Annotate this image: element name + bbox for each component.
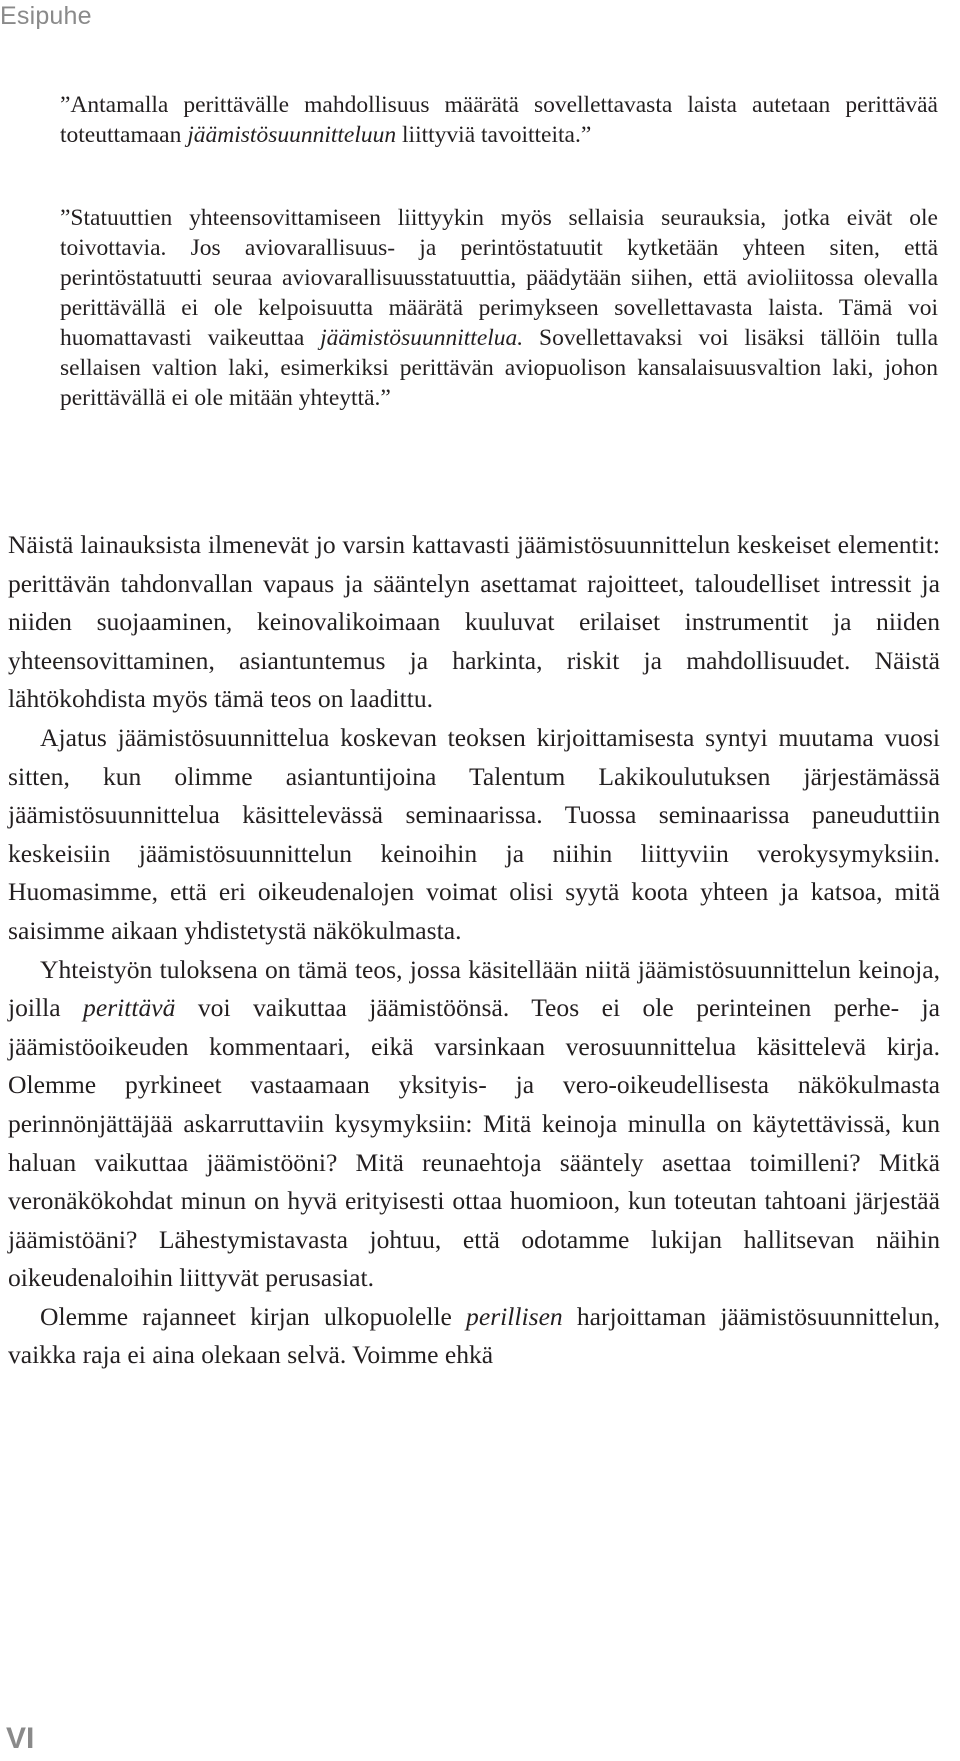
- paragraph-text: harjoittaman jäämistösuunnittelun, vaikka raja ei aina olekaan selvä. Voimme ehkä: [8, 1301, 940, 1370]
- quote-text-italic: jäämistösuunnittelua.: [320, 325, 524, 351]
- quote-text: ”Antamalla perittävälle mahdollisuus määrätä sovellettavasta laista autetaan perittävää toteuttamaan: [60, 92, 938, 148]
- quote-text: ”Statuuttien yhteensovittamiseen liittyykin myös sellaisia seurauksia, jotka eivät ole toivottavia. Jos aviovarallisuus- ja perintöstatuutit kytketään yhteen siten, että perintöstatuutti seuraa aviovarallisuusstatuuttia, päädytään siihen, että avioliitossa olevalla perittävällä ei ole kelpoisuutta määrätä perimykseen sovellettavasta laista. Tämä voi huomattavasti vaikeuttaa: [60, 205, 938, 351]
- paragraph-text: Näistä lainauksista ilmenevät jo varsin kattavasti jäämistösuunnittelun keskeiset elementit: perittävän tahdonvallan vapaus ja sääntelyn asettamat rajoitteet, taloudelliset intressit ja niiden suojaaminen, keinovalikoimaan kuuluvat erilaiset instrumentit ja niiden yhteensovittaminen, asiantuntemus ja harkinta, riskit ja mahdollisuudet. Näistä lähtökohdista myös tämä teos on laadittu.: [8, 530, 940, 714]
- paragraph-text-italic: perittävä: [83, 993, 176, 1023]
- paragraph-text: Olemme rajanneet kirjan ulkopuolelle: [40, 1301, 467, 1331]
- paragraph-text: Ajatus jäämistösuunnittelua koskevan teoksen kirjoittamisesta syntyi muutama vuosi sitten, kun olimme asiantuntijoina Talentum Lakikoulutuksen järjestämässä jäämistösuunnittelua käsittelevässä seminaarissa. Tuossa seminaarissa paneuduttiin keskeisiin jäämistösuunnittelun keinoihin ja niihin liittyviin verokysymyksiin. Huomasimme, että eri oikeudenalojen voimat olisi syytä koota yhteen ja katsoa, mitä saisimme aikaan yhdistetystä näkökulmasta.: [8, 722, 940, 945]
- block-quote-2: [60, 203, 938, 413]
- body-text: [8, 526, 940, 1375]
- paragraph-4: [8, 1298, 940, 1375]
- block-quote-1: [60, 90, 938, 150]
- quote-text: liittyviä tavoitteita.”: [396, 122, 592, 148]
- section-title: Esipuhe: [0, 2, 92, 30]
- paragraph-text: voi vaikuttaa jäämistöönsä. Teos ei ole perinteinen perhe- ja jäämistöoikeuden kommentaari, eikä varsinkaan verosuunnittelua käsittelevä kirja. Olemme pyrkineet vastaamaan yksityis- ja vero-oikeudellisesta näkökulmasta perinnönjättäjää askarruttaviin kysymyksiin: Mitä keinoja minulla on käytettävissä, kun haluan vaikuttaa jäämistööni? Mitä reunaehtoja sääntely asettaa toimilleni? Mitkä veronäkökohdat minun on hyvä erityisesti ottaa huomioon, kun toteutan tahtoani järjestää jäämistöäni? Lähestymistavasta johtuu, että odotamme lukijan hallitsevan näihin oikeudenaloihin liittyvät perusasiat.: [8, 993, 941, 1293]
- quote-text: Sovellettavaksi voi lisäksi tällöin tulla sellaisen valtion laki, esimerkiksi perittävän aviopuolison kansalaisuusvaltion laki, johon perittävällä ei ole mitään yhteyttä.”: [60, 325, 939, 411]
- quote-text-italic: jäämistösuunnitteluun: [187, 122, 397, 148]
- paragraph-text-italic: perillisen: [466, 1301, 563, 1331]
- paragraph-2: [8, 719, 940, 951]
- paragraph-1: [8, 526, 940, 719]
- page-number: VI: [6, 1722, 35, 1755]
- paragraph-text: Yhteistyön tuloksena on tämä teos, jossa käsitellään niitä jäämistösuunnittelun keinoja, joilla: [8, 954, 940, 1023]
- paragraph-3: [8, 951, 940, 1298]
